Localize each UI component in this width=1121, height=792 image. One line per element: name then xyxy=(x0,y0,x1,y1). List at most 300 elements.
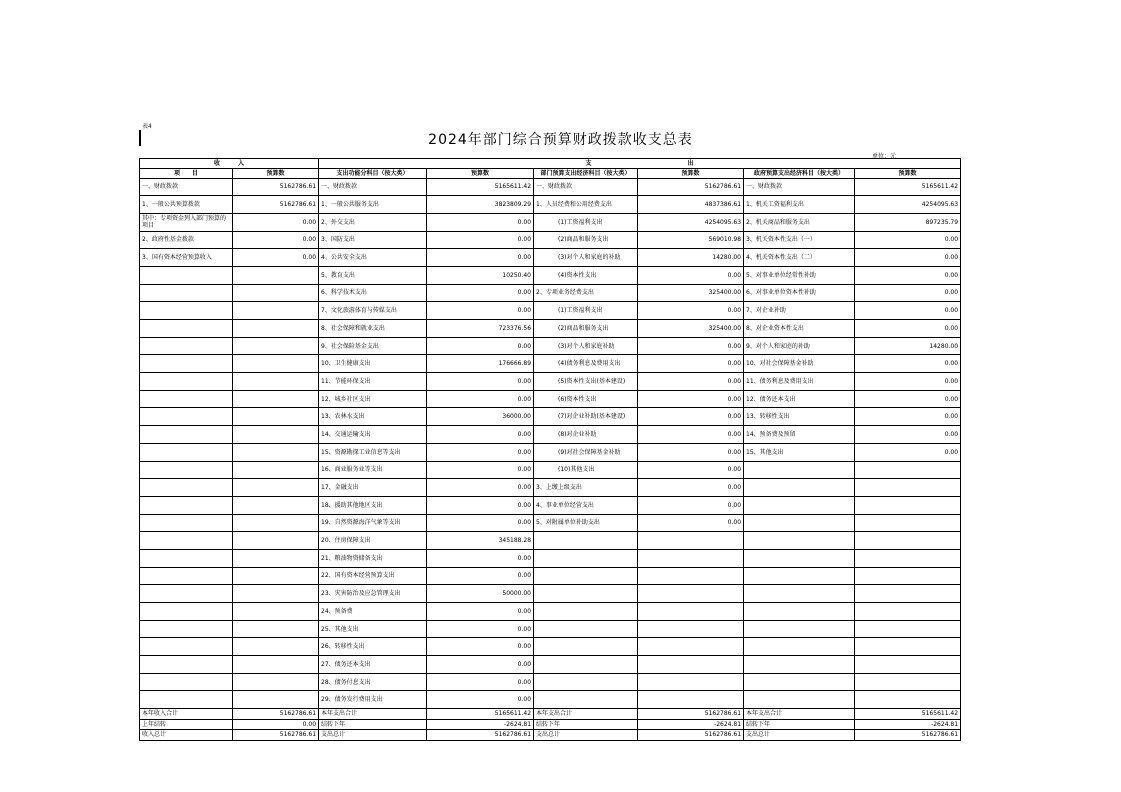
func-amount-cell: 36000.00 xyxy=(427,408,534,426)
gov-econ-item-cell xyxy=(744,461,855,479)
total-row xyxy=(140,719,961,730)
gov-econ-item-cell: 支出总计 xyxy=(744,730,855,741)
income-amount-cell xyxy=(233,284,319,302)
gov-econ-amount-cell: -2624.81 xyxy=(855,719,961,730)
gov-econ-amount-cell: 0.00 xyxy=(855,443,961,461)
income-item-cell xyxy=(140,691,233,709)
dept-econ-item-cell xyxy=(534,532,638,550)
income-amount-cell xyxy=(233,320,319,338)
func-amount-cell: 0.00 xyxy=(427,231,534,249)
total-row xyxy=(140,730,961,741)
gov-econ-item-cell: 14、预备费及预留 xyxy=(744,426,855,444)
gov-econ-item-cell: 5、对事业单位经常性补助 xyxy=(744,266,855,284)
func-item-cell: 本年支出合计 xyxy=(319,709,427,720)
func-amount-cell: 0.00 xyxy=(427,620,534,638)
func-amount-cell: 0.00 xyxy=(427,390,534,408)
dept-econ-item-cell: 结转下年 xyxy=(534,719,638,730)
gov-econ-amount-cell: 14280.00 xyxy=(855,337,961,355)
gov-econ-amount-cell xyxy=(855,638,961,656)
income-item-cell: 2、政府性基金拨款 xyxy=(140,231,233,249)
table-row xyxy=(140,337,961,355)
func-amount-cell: 0.00 xyxy=(427,603,534,621)
budget-table-body xyxy=(140,159,961,741)
dept-econ-item-cell: (2)商品和服务支出 xyxy=(534,320,638,338)
gov-econ-item-cell xyxy=(744,585,855,603)
income-item-cell: 1、一般公共预算拨款 xyxy=(140,196,233,214)
dept-econ-item-cell xyxy=(534,549,638,567)
table-row xyxy=(140,585,961,603)
dept-econ-amount-cell: 0.00 xyxy=(638,266,744,284)
gov-econ-item-cell xyxy=(744,656,855,674)
dept-econ-amount-cell: 0.00 xyxy=(638,373,744,391)
gov-econ-item-cell xyxy=(744,691,855,709)
income-item-cell xyxy=(140,337,233,355)
dept-econ-item-cell: (4)资本性支出 xyxy=(534,266,638,284)
gov-econ-item-cell xyxy=(744,496,855,514)
gov-econ-amount-cell xyxy=(855,585,961,603)
dept-econ-amount-cell: 569010.98 xyxy=(638,231,744,249)
func-amount-cell: 0.00 xyxy=(427,496,534,514)
table-row xyxy=(140,426,961,444)
dept-econ-item-cell: 2、专项业务经费支出 xyxy=(534,284,638,302)
func-amount-cell: 0.00 xyxy=(427,638,534,656)
income-item-cell xyxy=(140,532,233,550)
func-item-cell: 10、卫生健康支出 xyxy=(319,355,427,373)
func-amount-cell: 3823809.29 xyxy=(427,196,534,214)
gov-econ-item-cell: 11、债务利息及费用支出 xyxy=(744,373,855,391)
func-amount-cell: 0.00 xyxy=(427,373,534,391)
page-title: 2024年部门综合预算财政拨款收支总表 xyxy=(428,132,693,148)
gov-econ-amount-cell: 0.00 xyxy=(855,249,961,267)
dept-econ-item-cell xyxy=(534,691,638,709)
income-amount-cell xyxy=(233,302,319,320)
dept-econ-item-cell: 本年支出合计 xyxy=(534,709,638,720)
gov-econ-amount-cell xyxy=(855,603,961,621)
income-amount-cell xyxy=(233,461,319,479)
func-amount-cell: 0.00 xyxy=(427,567,534,585)
func-item-cell: 12、城乡社区支出 xyxy=(319,390,427,408)
func-item-cell: 5、教育支出 xyxy=(319,266,427,284)
dept-econ-amount-cell: 0.00 xyxy=(638,355,744,373)
func-amount-cell: 0.00 xyxy=(427,337,534,355)
gov-econ-item-cell: 2、机关商品和服务支出 xyxy=(744,213,855,231)
dept-econ-item-cell: (4)债务利息及费用支出 xyxy=(534,355,638,373)
income-amount-cell: 0.00 xyxy=(233,719,319,730)
gov-econ-item-cell: 13、转移性支出 xyxy=(744,408,855,426)
gov-econ-item-cell: 4、机关资本性支出（二） xyxy=(744,249,855,267)
dept-econ-item-cell: (1)工资福利支出 xyxy=(534,213,638,231)
income-amount-cell xyxy=(233,266,319,284)
func-amount-cell: 0.00 xyxy=(427,461,534,479)
func-item-cell: 13、农林水支出 xyxy=(319,408,427,426)
table-row xyxy=(140,249,961,267)
income-item-cell xyxy=(140,390,233,408)
income-item-cell xyxy=(140,514,233,532)
dept-econ-amount-cell: 4254095.63 xyxy=(638,213,744,231)
func-item-cell: 4、公共安全支出 xyxy=(319,249,427,267)
func-amount-cell: 0.00 xyxy=(427,479,534,497)
table-row xyxy=(140,320,961,338)
func-item-cell: 22、国有资本经营预算支出 xyxy=(319,567,427,585)
func-item-cell: 16、商业服务业等支出 xyxy=(319,461,427,479)
gov-econ-item-cell: 10、对社会保障基金补助 xyxy=(744,355,855,373)
gov-econ-item-cell xyxy=(744,603,855,621)
func-amount-cell: 0.00 xyxy=(427,249,534,267)
income-amount-cell xyxy=(233,567,319,585)
budget-table xyxy=(139,158,961,741)
table-row xyxy=(140,213,961,231)
gov-econ-item-cell: 8、对企业资本性支出 xyxy=(744,320,855,338)
func-amount-cell: 0.00 xyxy=(427,673,534,691)
dept-econ-item-cell xyxy=(534,656,638,674)
income-item-cell xyxy=(140,320,233,338)
gov-econ-item-cell xyxy=(744,638,855,656)
dept-econ-item-cell: (6)资本性支出 xyxy=(534,390,638,408)
income-item-cell xyxy=(140,496,233,514)
income-amount-cell: 5162786.61 xyxy=(233,178,319,196)
table-row xyxy=(140,567,961,585)
dept-econ-amount-cell: 0.00 xyxy=(638,337,744,355)
header-budget: 预算数 xyxy=(233,168,319,178)
gov-econ-item-cell: 15、其他支出 xyxy=(744,443,855,461)
income-item-cell xyxy=(140,656,233,674)
gov-econ-amount-cell xyxy=(855,479,961,497)
func-amount-cell: 5162786.61 xyxy=(427,730,534,741)
gov-econ-amount-cell xyxy=(855,673,961,691)
gov-econ-amount-cell: 0.00 xyxy=(855,284,961,302)
table-row xyxy=(140,656,961,674)
income-item-cell: 其中：专项资金列入部门预算的项目 xyxy=(140,213,233,231)
gov-econ-amount-cell xyxy=(855,496,961,514)
func-item-cell: 24、预备费 xyxy=(319,603,427,621)
dept-econ-amount-cell xyxy=(638,691,744,709)
dept-econ-item-cell: (3)对个人和家庭的补助 xyxy=(534,249,638,267)
func-item-cell: 27、债务还本支出 xyxy=(319,656,427,674)
dept-econ-amount-cell xyxy=(638,567,744,585)
func-item-cell: 28、债务付息支出 xyxy=(319,673,427,691)
func-amount-cell: -2624.81 xyxy=(427,719,534,730)
dept-econ-amount-cell: 5162786.61 xyxy=(638,730,744,741)
income-item-cell xyxy=(140,585,233,603)
table-row xyxy=(140,603,961,621)
func-item-cell: 18、援助其他地区支出 xyxy=(319,496,427,514)
dept-econ-item-cell: (10)其他支出 xyxy=(534,461,638,479)
dept-econ-amount-cell: 0.00 xyxy=(638,461,744,479)
income-amount-cell xyxy=(233,673,319,691)
gov-econ-amount-cell: 4254095.63 xyxy=(855,196,961,214)
gov-econ-item-cell: 结转下年 xyxy=(744,719,855,730)
dept-econ-item-cell: 3、上缴上级支出 xyxy=(534,479,638,497)
func-amount-cell: 0.00 xyxy=(427,443,534,461)
gov-econ-amount-cell: 0.00 xyxy=(855,231,961,249)
func-item-cell: 29、债务发行费用支出 xyxy=(319,691,427,709)
gov-econ-item-cell xyxy=(744,532,855,550)
func-amount-cell: 5165611.42 xyxy=(427,178,534,196)
func-item-cell: 3、国防支出 xyxy=(319,231,427,249)
func-item-cell: 15、资源勘探工业信息等支出 xyxy=(319,443,427,461)
dept-econ-amount-cell: 0.00 xyxy=(638,496,744,514)
income-amount-cell xyxy=(233,532,319,550)
func-amount-cell: 176666.89 xyxy=(427,355,534,373)
table-row xyxy=(140,638,961,656)
gov-econ-item-cell: 3、机关资本性支出（一） xyxy=(744,231,855,249)
table-row xyxy=(140,266,961,284)
dept-econ-item-cell: (9)对社会保障基金补助 xyxy=(534,443,638,461)
gov-econ-item-cell xyxy=(744,567,855,585)
income-amount-cell xyxy=(233,620,319,638)
dept-econ-item-cell: 支出总计 xyxy=(534,730,638,741)
func-amount-cell: 0.00 xyxy=(427,284,534,302)
income-amount-cell: 5162786.61 xyxy=(233,730,319,741)
func-item-cell: 6、科学技术支出 xyxy=(319,284,427,302)
dept-econ-amount-cell: 325400.00 xyxy=(638,320,744,338)
income-amount-cell: 0.00 xyxy=(233,231,319,249)
gov-econ-amount-cell xyxy=(855,691,961,709)
income-amount-cell xyxy=(233,514,319,532)
func-item-cell: 11、节能环保支出 xyxy=(319,373,427,391)
gov-econ-item-cell xyxy=(744,673,855,691)
dept-econ-amount-cell: 5162786.61 xyxy=(638,178,744,196)
func-amount-cell: 345188.28 xyxy=(427,532,534,550)
unit-label: 单位：元 xyxy=(872,153,897,160)
gov-econ-amount-cell: 5165611.42 xyxy=(855,709,961,720)
income-item-cell: 一、财政拨款 xyxy=(140,178,233,196)
gov-econ-item-cell xyxy=(744,479,855,497)
table-row xyxy=(140,673,961,691)
dept-econ-item-cell: (3)对个人和家庭补助 xyxy=(534,337,638,355)
dept-econ-amount-cell xyxy=(638,532,744,550)
gov-econ-amount-cell: 0.00 xyxy=(855,408,961,426)
income-amount-cell xyxy=(233,408,319,426)
income-item-cell xyxy=(140,408,233,426)
func-amount-cell: 0.00 xyxy=(427,302,534,320)
table-row xyxy=(140,178,961,196)
income-amount-cell xyxy=(233,337,319,355)
gov-econ-item-cell: 1、机关工资福利支出 xyxy=(744,196,855,214)
table-row xyxy=(140,390,961,408)
header-gov-econ-col: 政府预算支出经济科目（按大类） xyxy=(744,168,855,178)
gov-econ-item-cell: 本年支出合计 xyxy=(744,709,855,720)
income-item-cell: 收入总计 xyxy=(140,730,233,741)
header-budget: 预算数 xyxy=(427,168,534,178)
income-item-cell: 本年收入合计 xyxy=(140,709,233,720)
income-amount-cell: 0.00 xyxy=(233,249,319,267)
func-item-cell: 7、文化旅游体育与传媒支出 xyxy=(319,302,427,320)
header-budget: 预算数 xyxy=(638,168,744,178)
gov-econ-amount-cell xyxy=(855,656,961,674)
func-item-cell: 支出总计 xyxy=(319,730,427,741)
income-item-cell xyxy=(140,603,233,621)
gov-econ-amount-cell: 0.00 xyxy=(855,266,961,284)
dept-econ-amount-cell: 14280.00 xyxy=(638,249,744,267)
table-row xyxy=(140,373,961,391)
func-item-cell: 9、社会保险基金支出 xyxy=(319,337,427,355)
gov-econ-item-cell xyxy=(744,514,855,532)
func-item-cell: 8、社会保障和就业支出 xyxy=(319,320,427,338)
dept-econ-amount-cell xyxy=(638,603,744,621)
gov-econ-amount-cell: 0.00 xyxy=(855,373,961,391)
income-item-cell xyxy=(140,302,233,320)
table-row xyxy=(140,620,961,638)
func-amount-cell: 5165611.42 xyxy=(427,709,534,720)
income-item-cell xyxy=(140,426,233,444)
income-item-cell xyxy=(140,266,233,284)
total-row xyxy=(140,709,961,720)
gov-econ-item-cell xyxy=(744,620,855,638)
header-item: 项 目 xyxy=(140,168,233,178)
dept-econ-amount-cell: 0.00 xyxy=(638,514,744,532)
dept-econ-amount-cell xyxy=(638,549,744,567)
func-amount-cell: 0.00 xyxy=(427,426,534,444)
gov-econ-amount-cell: 0.00 xyxy=(855,426,961,444)
gov-econ-item-cell xyxy=(744,549,855,567)
func-item-cell: 19、自然资源海洋气象等支出 xyxy=(319,514,427,532)
gov-econ-amount-cell: 5165611.42 xyxy=(855,178,961,196)
func-item-cell: 21、粮油物资储备支出 xyxy=(319,549,427,567)
dept-econ-item-cell: (5)资本性支出(基本建设) xyxy=(534,373,638,391)
func-item-cell: 结转下年 xyxy=(319,719,427,730)
income-amount-cell xyxy=(233,549,319,567)
gov-econ-amount-cell: 897235.79 xyxy=(855,213,961,231)
gov-econ-amount-cell: 0.00 xyxy=(855,320,961,338)
dept-econ-amount-cell xyxy=(638,620,744,638)
table-row xyxy=(140,514,961,532)
dept-econ-item-cell: 一、财政拨款 xyxy=(534,178,638,196)
gov-econ-item-cell: 9、对个人和家庭的补助 xyxy=(744,337,855,355)
gov-econ-amount-cell: 0.00 xyxy=(855,302,961,320)
func-amount-cell: 0.00 xyxy=(427,213,534,231)
income-item-cell xyxy=(140,461,233,479)
func-item-cell: 26、转移性支出 xyxy=(319,638,427,656)
income-amount-cell xyxy=(233,638,319,656)
header-row-1 xyxy=(140,159,961,169)
func-amount-cell: 0.00 xyxy=(427,514,534,532)
func-item-cell: 1、一般公共服务支出 xyxy=(319,196,427,214)
dept-econ-item-cell xyxy=(534,673,638,691)
table-row xyxy=(140,691,961,709)
header-dept-econ-col: 部门预算支出经济科目（按大类） xyxy=(534,168,638,178)
table-row xyxy=(140,284,961,302)
income-item-cell xyxy=(140,620,233,638)
dept-econ-item-cell xyxy=(534,638,638,656)
dept-econ-amount-cell: 4837386.61 xyxy=(638,196,744,214)
table-row xyxy=(140,532,961,550)
func-item-cell: 20、住房保障支出 xyxy=(319,532,427,550)
dept-econ-amount-cell: 0.00 xyxy=(638,443,744,461)
dept-econ-item-cell: 4、事业单位经营支出 xyxy=(534,496,638,514)
income-item-cell xyxy=(140,373,233,391)
header-expense: 支 出 xyxy=(319,159,961,169)
dept-econ-item-cell: 1、人员经费和公用经费支出 xyxy=(534,196,638,214)
dept-econ-item-cell: 5、对附属单位补助支出 xyxy=(534,514,638,532)
table-row xyxy=(140,231,961,249)
income-item-cell xyxy=(140,638,233,656)
table-row xyxy=(140,355,961,373)
func-amount-cell: 50000.00 xyxy=(427,585,534,603)
gov-econ-amount-cell xyxy=(855,620,961,638)
dept-econ-amount-cell: 0.00 xyxy=(638,426,744,444)
gov-econ-item-cell: 一、财政拨款 xyxy=(744,178,855,196)
dept-econ-item-cell xyxy=(534,567,638,585)
dept-econ-item-cell xyxy=(534,603,638,621)
gov-econ-amount-cell xyxy=(855,549,961,567)
func-item-cell: 14、交通运输支出 xyxy=(319,426,427,444)
income-amount-cell xyxy=(233,373,319,391)
income-amount-cell xyxy=(233,479,319,497)
func-item-cell: 25、其他支出 xyxy=(319,620,427,638)
income-item-cell xyxy=(140,284,233,302)
func-item-cell: 一、财政拨款 xyxy=(319,178,427,196)
dept-econ-amount-cell xyxy=(638,673,744,691)
income-item-cell xyxy=(140,567,233,585)
func-amount-cell: 0.00 xyxy=(427,656,534,674)
table-row xyxy=(140,461,961,479)
func-item-cell: 17、金融支出 xyxy=(319,479,427,497)
income-amount-cell: 5162786.61 xyxy=(233,709,319,720)
dept-econ-amount-cell xyxy=(638,638,744,656)
table-row xyxy=(140,496,961,514)
header-row-2 xyxy=(140,168,961,178)
income-amount-cell xyxy=(233,496,319,514)
gov-econ-amount-cell xyxy=(855,461,961,479)
table-row xyxy=(140,479,961,497)
income-item-cell xyxy=(140,443,233,461)
dept-econ-item-cell: (8)对企业补助 xyxy=(534,426,638,444)
income-amount-cell xyxy=(233,691,319,709)
func-item-cell: 2、外交支出 xyxy=(319,213,427,231)
dept-econ-amount-cell xyxy=(638,585,744,603)
table-row xyxy=(140,302,961,320)
func-amount-cell: 10250.40 xyxy=(427,266,534,284)
income-item-cell xyxy=(140,549,233,567)
income-amount-cell xyxy=(233,390,319,408)
func-amount-cell: 723376.56 xyxy=(427,320,534,338)
dept-econ-amount-cell: 5162786.61 xyxy=(638,709,744,720)
income-amount-cell: 5162786.61 xyxy=(233,196,319,214)
income-item-cell xyxy=(140,479,233,497)
header-income: 收 入 xyxy=(140,159,319,169)
func-amount-cell: 0.00 xyxy=(427,691,534,709)
dept-econ-amount-cell: 0.00 xyxy=(638,479,744,497)
header-budget: 预算数 xyxy=(855,168,961,178)
gov-econ-item-cell: 6、对事业单位资本性补助 xyxy=(744,284,855,302)
gov-econ-amount-cell: 0.00 xyxy=(855,390,961,408)
gov-econ-amount-cell xyxy=(855,567,961,585)
gov-econ-amount-cell: 5162786.61 xyxy=(855,730,961,741)
dept-econ-amount-cell: -2624.81 xyxy=(638,719,744,730)
table-row xyxy=(140,443,961,461)
gov-econ-amount-cell xyxy=(855,532,961,550)
dept-econ-amount-cell: 0.00 xyxy=(638,302,744,320)
func-item-cell: 23、灾害防治及应急管理支出 xyxy=(319,585,427,603)
table-row xyxy=(140,549,961,567)
income-item-cell xyxy=(140,355,233,373)
dept-econ-amount-cell: 325400.00 xyxy=(638,284,744,302)
dept-econ-item-cell: (2)商品和服务支出 xyxy=(534,231,638,249)
income-amount-cell xyxy=(233,585,319,603)
gov-econ-item-cell: 7、对企业补助 xyxy=(744,302,855,320)
header-func-col: 支出功能分科目（按大类） xyxy=(319,168,427,178)
income-amount-cell xyxy=(233,355,319,373)
income-amount-cell xyxy=(233,443,319,461)
income-amount-cell xyxy=(233,426,319,444)
dept-econ-amount-cell: 0.00 xyxy=(638,390,744,408)
income-amount-cell: 0.00 xyxy=(233,213,319,231)
income-item-cell: 3、国有资本经营预算收入 xyxy=(140,249,233,267)
dept-econ-amount-cell xyxy=(638,656,744,674)
dept-econ-item-cell xyxy=(534,585,638,603)
func-amount-cell: 0.00 xyxy=(427,549,534,567)
